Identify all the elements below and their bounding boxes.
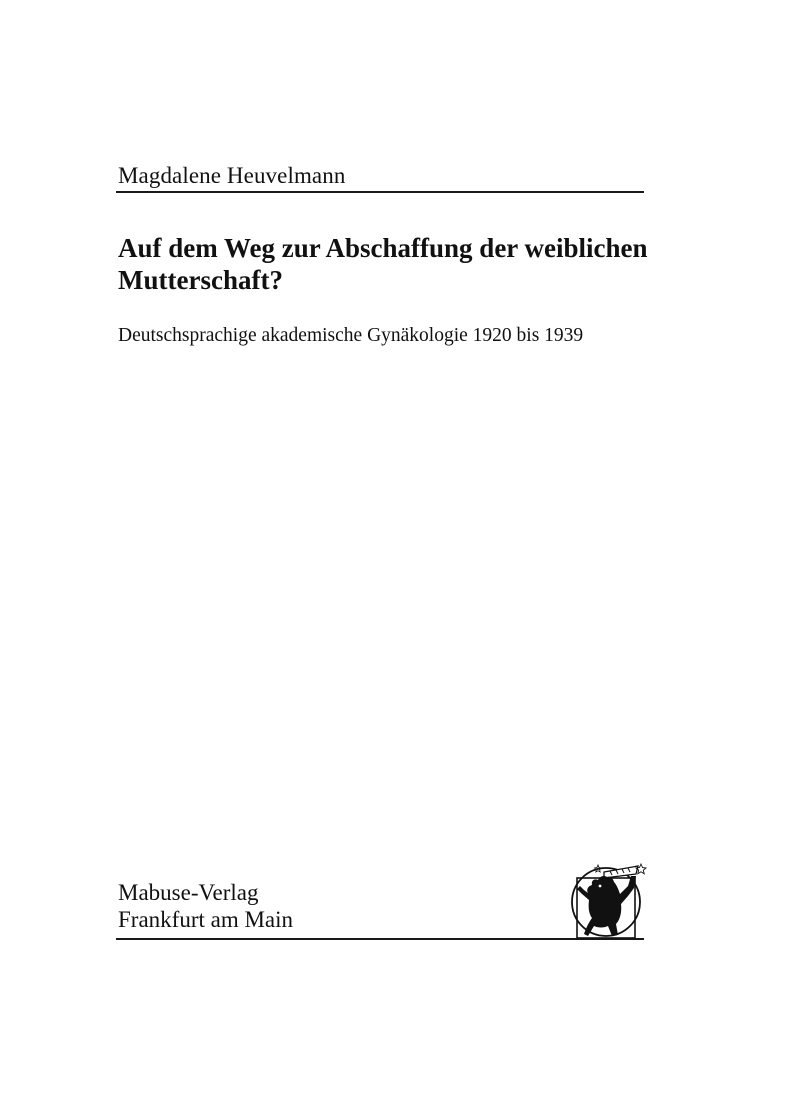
book-title xyxy=(118,232,678,296)
top-divider xyxy=(116,191,644,193)
mabuse-bear-logo-icon xyxy=(564,856,648,942)
book-title-line-2: Mutterschaft? xyxy=(118,265,283,295)
publisher-block xyxy=(118,879,293,933)
publisher-name: Mabuse-Verlag xyxy=(118,880,259,905)
author-name: Magdalene Heuvelmann xyxy=(118,163,346,188)
publisher-city: Frankfurt am Main xyxy=(118,907,294,932)
book-title-line-1: Auf dem Weg zur Abschaffung der weiblichen xyxy=(118,233,648,263)
book-subtitle: Deutschsprachige akademische Gynäkologie 1920 bis 1939 xyxy=(118,325,584,346)
